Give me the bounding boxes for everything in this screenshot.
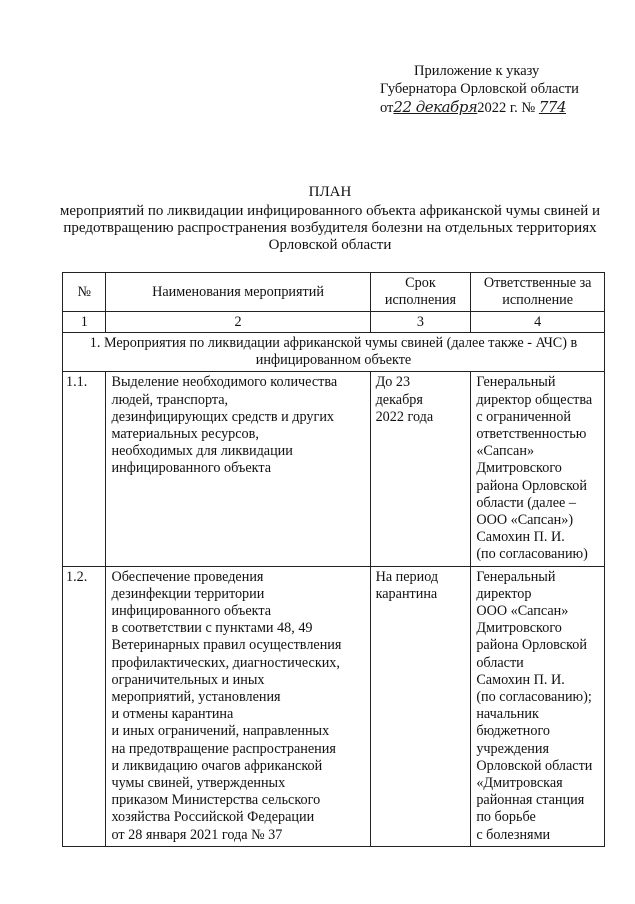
table-header-row (63, 273, 605, 312)
section-row (63, 333, 605, 372)
handwritten-number: 774 (538, 98, 567, 116)
column-number-2: 2 (106, 312, 370, 333)
plan-subtitle: мероприятий по ликвидации инфицированного объекта африканской чумы свиней и предотвращению распространения возбудителя болезни на отдельных территориях Орловской области (59, 203, 601, 253)
table-row (63, 566, 605, 846)
table-row (63, 372, 605, 566)
header-responsible: Ответственные за исполнение (471, 273, 605, 312)
appendix-line-2: Губернатора Орловской области (380, 81, 579, 97)
row-activity: Выделение необходимого количества людей, транспорта, дезинфицирующих средств и других материальных ресурсов, необходимых для ликвидации инфицированного объекта (106, 372, 370, 566)
row-number: 1.1. (63, 372, 106, 566)
row-responsible: Генеральный директор общества с ограниченной ответственностью «Сапсан» Дмитровского района Орловской области (далее – ООО «Сапсан») Самохин П. И. (по согласованию) (471, 372, 605, 566)
section-title: 1. Мероприятия по ликвидации африканской чумы свиней (далее также - АЧС) в инфицированном объекте (63, 333, 605, 372)
row-deadline: До 23 декабря 2022 года (370, 372, 471, 566)
appendix-date-line (380, 98, 610, 117)
plan-table (62, 272, 605, 847)
row-responsible: Генеральный директор ООО «Сапсан» Дмитровского района Орловской области Самохин П. И. (по согласованию); начальник бюджетного учреждения Орловской области «Дмитровская районная станция по борьбе с болезнями (471, 566, 605, 846)
appendix-line-1: Приложение к указу (414, 63, 540, 79)
document-title (40, 184, 620, 254)
appendix-year: 2022 (477, 100, 507, 116)
column-number-3: 3 (370, 312, 471, 333)
column-number-1: 1 (63, 312, 106, 333)
column-numbers-row (63, 312, 605, 333)
appendix-number-prefix: г. № (509, 100, 536, 116)
row-deadline: На период карантина (370, 566, 471, 846)
column-number-4: 4 (471, 312, 605, 333)
row-number: 1.2. (63, 566, 106, 846)
appendix-from-prefix: от (380, 100, 394, 116)
row-activity: Обеспечение проведения дезинфекции территории инфицированного объекта в соответствии с пунктами 48, 49 Ветеринарных правил осуществления профилактических, диагностических, ограничительных и иных мероприятий, установления и отмены карантина и иных ограничений, направленных на предотвращение распространения и ликвидацию очагов африканской чумы свиней, утвержденных приказом Министерства сельского хозяйства Российской Федерации от 28 января 2021 года № 37 (106, 566, 370, 846)
appendix-block (380, 62, 610, 117)
header-number: № (63, 273, 106, 312)
header-name: Наименования мероприятий (106, 273, 370, 312)
header-deadline: Срок исполнения (370, 273, 471, 312)
plan-heading: ПЛАН (308, 184, 352, 200)
handwritten-date: 22 декабря (393, 98, 478, 116)
